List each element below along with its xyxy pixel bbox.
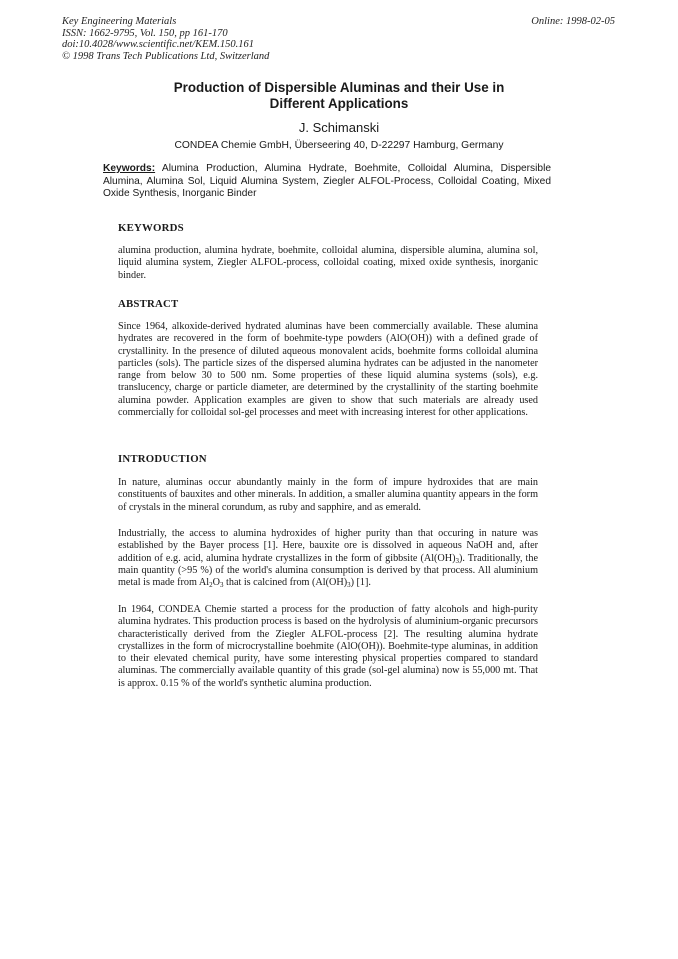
abstract-paragraph: Since 1964, alkoxide-derived hydrated aluminas have been commercially available. These alumina hydrates are recovered in the form of boehmite-type powders (AlO(OH)) with a defined grade of crystallinity. In the presence of diluted aqueous monovalent acids, boehmite forms colloidal alumina particles (sols). The particle sizes of the dispersed alumina hydrates can be adjusted in the nanometer range from below 30 to 500 nm. Some properties of these liquid alumina systems (sols), e.g. translucency, charge or particle diameter, are determined by the crystallinity of the starting boehmite alumina powder. Application examples are given to show that such materials are already used commercially for colloidal sol-gel processes and meet with increasing interest for other applications. — [118, 321, 538, 419]
paper-title — [0, 80, 678, 111]
p2-part-a: Industrially, the access to alumina hydroxides of higher purity than that occuring in nature was established by the Bayer process [1]. Here, bauxite ore is dissolved in aqueous NaOH and, after addition of e.g. acid, alumina hydrate crystallizes in the form of gibbsite (Al(OH) — [118, 528, 538, 564]
online-date: Online: 1998-02-05 — [531, 16, 615, 27]
author-name: J. Schimanski — [298, 120, 380, 135]
introduction-paragraph-2 — [118, 528, 538, 589]
introduction-paragraph-3: In 1964, CONDEA Chemie started a process for the production of fatty alcohols and high-purity alumina hydrates. This production process is based on the hydrolysis of aluminium-organic precursors characteristically derived from the Ziegler ALFOL-process [2]. The resulting alumina hydrate crystallizes in the form of microcrystalline boehmite (AlO(OH)). Boehmite-type aluminas, in addition to their elevated chemical purity, have some interesting physical properties compared to standard aluminas. The commercially available quantity of this grade (sol-gel alumina) now is 55,000 mt. That is approx. 0.15 % of the world's synthetic alumina production. — [118, 604, 538, 689]
p2-part-e: ) [1]. — [350, 577, 371, 589]
abstract-heading: ABSTRACT — [118, 298, 179, 310]
journal-header — [62, 16, 269, 62]
p2-sub-3: 3 — [219, 581, 224, 590]
p2-sub-2: 2 — [209, 581, 213, 590]
p2-sub-1: 3 — [455, 556, 460, 565]
title-line-1: Production of Dispersible Aluminas and their Use in — [173, 80, 505, 95]
copyright-line: © 1998 Trans Tech Publications Ltd, Switzerland — [62, 50, 270, 62]
keywords-heading: KEYWORDS — [118, 222, 184, 234]
doi-line: doi:10.4028/www.scientific.net/KEM.150.161 — [62, 39, 254, 50]
keywords-list: Alumina Production, Alumina Hydrate, Boehmite, Colloidal Alumina, Dispersible Alumina, Alumina Sol, Liquid Alumina System, Ziegler ALFOL-Process, Colloidal Coating, Mixed Oxide Synthesis, Inorganic Binder — [103, 163, 551, 200]
keywords-label: Keywords: — [103, 163, 156, 174]
title-line-2: Different Applications — [269, 95, 409, 111]
p2-part-c: O — [212, 577, 220, 589]
p2-part-b: ). Traditionally, the main quantity (>95 %) of the world's alumina consumption is derived by that process. All aluminium metal is made from Al — [118, 552, 538, 589]
keywords-paragraph: alumina production, alumina hydrate, boehmite, colloidal alumina, dispersible alumina, alumina sol, liquid alumina system, Ziegler ALFOL-process, colloidal coating, mixed oxide synthesis, inorganic binder. — [118, 245, 538, 281]
introduction-paragraph-1: In nature, aluminas occur abundantly mainly in the form of impure hydroxides that are main constituents of bauxites and other minerals. In addition, a smaller alumina quantity appears in the form of crystals in the mineral corundum, as ruby and sapphire, and as emerald. — [118, 477, 538, 513]
p2-sub-4: 3 — [347, 581, 351, 590]
journal-name: Key Engineering Materials — [62, 16, 177, 27]
issn-line: ISSN: 1662-9795, Vol. 150, pp 161-170 — [62, 27, 228, 39]
keywords-block — [103, 163, 551, 201]
introduction-heading: INTRODUCTION — [118, 453, 207, 465]
p2-part-d: that is calcined from (Al(OH) — [223, 577, 348, 589]
affiliation: CONDEA Chemie GmbH, Überseering 40, D-22297 Hamburg, Germany — [174, 140, 504, 151]
